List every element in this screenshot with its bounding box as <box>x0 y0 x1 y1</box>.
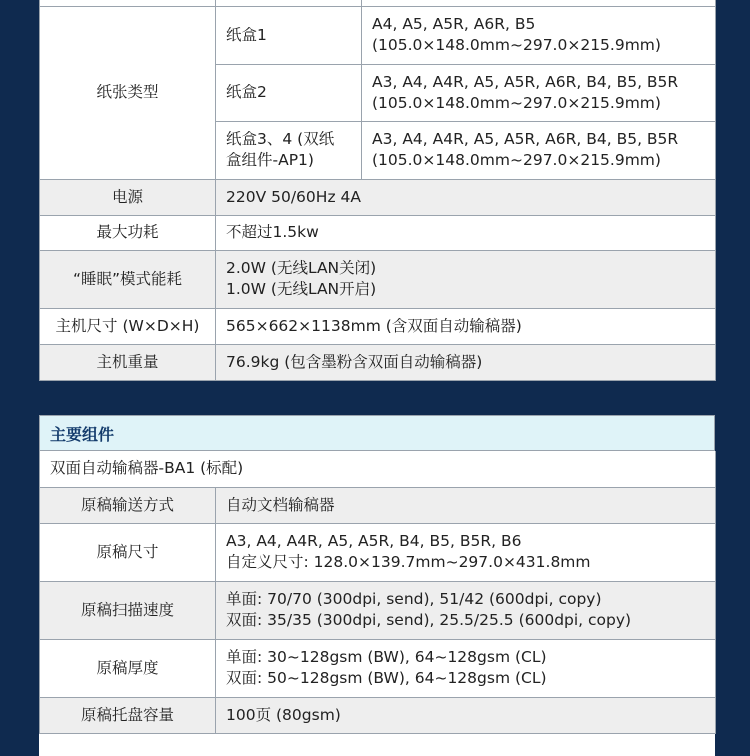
scan-speed-value: 单面: 70/70 (300dpi, send), 51/42 (600dpi, copy) 双面: 35/35 (300dpi, send), 25.5/25.5 (600dpi, copy) <box>216 581 716 639</box>
feed-method-label: 原稿输送方式 <box>40 487 216 523</box>
tray-sizes: A3, A4, A4R, A5, A5R, A6R, B4, B5, B5R (105.0×148.0mm~297.0×215.9mm) <box>362 121 716 179</box>
thickness-label: 原稿厚度 <box>40 639 216 697</box>
table-row <box>40 487 716 523</box>
weight-value: 76.9kg (包含墨粉含双面自动输稿器) <box>216 344 716 380</box>
tray-capacity-label: 原稿托盘容量 <box>40 697 216 733</box>
spec-panel <box>39 0 715 380</box>
max-power-label: 最大功耗 <box>40 215 216 250</box>
table-row <box>40 697 716 733</box>
original-size-label: 原稿尺寸 <box>40 523 216 581</box>
tray-name: 纸盒3、4 (双纸 盒组件-AP1) <box>216 121 362 179</box>
table-row <box>40 215 716 250</box>
tray-capacity-value: 100页 (80gsm) <box>216 697 716 733</box>
table-row <box>40 308 716 344</box>
table-row <box>40 523 716 581</box>
power-value: 220V 50/60Hz 4A <box>216 179 716 215</box>
sleep-power-label: “睡眠”模式能耗 <box>40 250 216 308</box>
components-table <box>39 451 716 734</box>
tray-sizes: A3, A4, A4R, A5, A5R, A6R, B4, B5, B5R (105.0×148.0mm~297.0×215.9mm) <box>362 64 716 121</box>
paper-type-label: 纸张类型 <box>40 6 216 179</box>
tray-name: 纸盒1 <box>216 6 362 64</box>
table-row <box>40 639 716 697</box>
max-power-value: 不超过1.5kw <box>216 215 716 250</box>
components-header: 主要组件 <box>39 415 715 451</box>
dimensions-label: 主机尺寸 (W×D×H) <box>40 308 216 344</box>
original-size-value: A3, A4, A4R, A5, A5R, B4, B5, B5R, B6 自定义尺寸: 128.0×139.7mm~297.0×431.8mm <box>216 523 716 581</box>
dimensions-value: 565×662×1138mm (含双面自动输稿器) <box>216 308 716 344</box>
feed-method-value: 自动文档输稿器 <box>216 487 716 523</box>
table-row <box>40 6 716 64</box>
scan-speed-label: 原稿扫描速度 <box>40 581 216 639</box>
table-row <box>40 344 716 380</box>
table-row <box>40 179 716 215</box>
thickness-value: 单面: 30~128gsm (BW), 64~128gsm (CL) 双面: 50~128gsm (BW), 64~128gsm (CL) <box>216 639 716 697</box>
components-panel <box>39 415 715 756</box>
table-row <box>40 250 716 308</box>
table-row <box>40 581 716 639</box>
power-label: 电源 <box>40 179 216 215</box>
tray-sizes: A4, A5, A5R, A6R, B5 (105.0×148.0mm~297.0×215.9mm) <box>362 6 716 64</box>
sleep-power-value: 2.0W (无线LAN关闭) 1.0W (无线LAN开启) <box>216 250 716 308</box>
weight-label: 主机重量 <box>40 344 216 380</box>
feeder-model: 双面自动输稿器-BA1 (标配) <box>40 451 716 487</box>
table-row <box>40 451 716 487</box>
tray-name: 纸盒2 <box>216 64 362 121</box>
spec-table <box>39 0 716 381</box>
